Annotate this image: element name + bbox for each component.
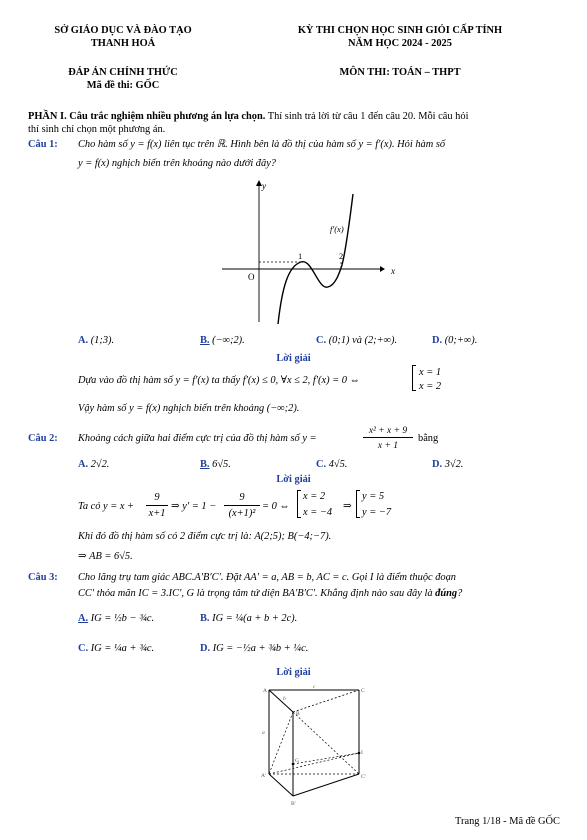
q1-solution-title: Lời giải — [276, 353, 311, 364]
q1-text-b: y = f(x) nghịch biến trên khoảng nào dưới đây? — [78, 158, 276, 169]
q2-solution-title: Lời giải — [276, 474, 311, 485]
q1-case-bracket — [412, 365, 416, 391]
part1-heading — [28, 110, 563, 124]
q3-text-b: CC′ thỏa mãn IC = 3.IC′, G là trọng tâm tứ diện BA′B′C′. Khẳng định nào sau đây là đúng? — [78, 588, 463, 599]
q1-solution-a: Dựa vào đồ thị hàm số y = f′(x) ta thấy f′(x) ≤ 0, ∀x ≤ 2, f′(x) = 0 ⇔ — [78, 375, 360, 386]
q2-option-c: C. 4√5. — [316, 459, 348, 470]
q3-option-b: B. IG = ¼(a + b + 2c). — [200, 613, 298, 624]
point-I — [358, 752, 361, 755]
q2-label: Câu 2: — [28, 433, 58, 444]
line-GI — [293, 753, 359, 764]
line-BCp — [293, 712, 359, 774]
label-I: I — [361, 750, 363, 756]
q2-bracket-1 — [297, 490, 301, 518]
header-right-line2: NĂM HỌC 2024 - 2025 — [348, 38, 452, 49]
q2-sol-part4: ⇒ — [343, 501, 352, 512]
q2-sol-b: Khi đó đồ thị hàm số có 2 điểm cực trị là: A(2;5); B(−4;−7). — [78, 531, 332, 542]
q1-option-b: B. (−∞;2). — [200, 335, 245, 346]
q3-text-a: Cho lăng trụ tam giác ABC.A′B′C′. Đặt AA′ = a, AB = b, AC = c. Gọi I là điểm thuộc đoạn — [78, 572, 457, 583]
label-vector-b: b — [283, 696, 286, 702]
q3-option-d: D. IG = −½a + ¾b + ¼c. — [200, 643, 309, 654]
q2-sol-case-4: y = −7 — [362, 507, 392, 518]
label-Ap: A′ — [261, 773, 267, 779]
q1-option-a: A. (1;3). — [78, 335, 115, 346]
q1-option-d: D. (0;+∞). — [432, 335, 478, 346]
q2-option-d: D. 3√2. — [432, 459, 464, 470]
label-Cp: C′ — [361, 774, 366, 780]
q2-sol-frac1-num: 9 — [146, 491, 168, 506]
exam-code: Mã đề thi: GỐC — [86, 80, 160, 91]
q2-sol-part1: Ta có y = x + — [78, 501, 135, 512]
q3-solution-title: Lời giải — [276, 667, 311, 678]
q2-text-a: Khoảng cách giữa hai điểm cực trị của đồ thị hàm số y = — [78, 433, 317, 444]
q2-sol-part3: = 0 ⇔ — [262, 501, 290, 512]
label-G: G — [295, 758, 299, 764]
header-right-line1: KỲ THI CHỌN HỌC SINH GIỎI CẤP TỈNH — [297, 25, 503, 36]
header-left-line2: THANH HOÁ — [90, 38, 156, 49]
q1-option-c: C. (0;1) và (2;+∞). — [316, 335, 398, 346]
part1-instruction-b: thí sinh chỉ chọn một phương án. — [28, 124, 166, 135]
graph-tick-2: 2 — [339, 251, 344, 261]
edge-BpCp — [293, 774, 359, 796]
q1-derivative-graph — [220, 178, 395, 324]
label-vector-c: c — [313, 684, 316, 690]
q2-sol-case-3: y = 5 — [362, 491, 385, 502]
q3-label: Câu 3: — [28, 572, 58, 583]
point-G — [292, 763, 295, 766]
graph-x-label: x — [391, 266, 395, 276]
q1-solution-b: Vậy hàm số y = f(x) nghịch biến trên khoảng (−∞;2). — [78, 403, 300, 414]
graph-tick-1: 1 — [298, 251, 303, 261]
label-Bp: B′ — [291, 801, 296, 807]
q2-sol-part2: ⇒ y′ = 1 − — [171, 501, 217, 512]
q3-prism-figure — [255, 684, 367, 808]
label-vector-a: a — [262, 730, 265, 736]
label-B: B — [296, 711, 300, 717]
q2-sol-c: ⇒ AB = 6√5. — [78, 551, 133, 562]
q2-sol-case-1: x = 2 — [303, 491, 326, 502]
q2-sol-frac2-den: (x+1)² — [228, 508, 256, 519]
graph-curve-label: f′(x) — [330, 224, 344, 234]
q2-bracket-2 — [356, 490, 360, 518]
q2-text-b: bằng — [418, 433, 439, 444]
q3-option-c: C. IG = ¼a + ¾c. — [78, 643, 155, 654]
edge-AB — [269, 690, 293, 712]
part1-title: PHẦN I. Câu trắc nghiệm nhiều phương án lựa chọn. — [28, 111, 266, 122]
q2-fraction-denominator: x + 1 — [377, 441, 399, 451]
q3-option-a: A. IG = ½b − ¾c. — [78, 613, 155, 624]
graph-y-label: y — [262, 181, 266, 191]
q2-fraction-numerator: x² + x + 9 — [363, 425, 413, 438]
graph-origin-label: O — [248, 272, 255, 282]
page-footer: Trang 1/18 - Mã đề GỐC — [455, 816, 560, 827]
line-ApI — [269, 753, 359, 774]
answer-title: ĐÁP ÁN CHÍNH THỨC — [68, 67, 178, 78]
q1-text-a: Cho hàm số y = f(x) liên tục trên ℝ. Hình bên là đồ thị của hàm số y = f′(x). Hỏi hàm số — [78, 139, 446, 150]
q1-label: Câu 1: — [28, 139, 58, 150]
q2-sol-frac1-den: x+1 — [148, 508, 166, 519]
header-left-line1: SỞ GIÁO DỤC VÀ ĐÀO TẠO — [54, 25, 192, 36]
q1-case-2: x = 2 — [419, 381, 442, 392]
edge-ApBp — [269, 774, 293, 796]
line-BAp — [269, 712, 293, 774]
x-axis-arrow-icon — [380, 266, 385, 272]
edge-BC — [293, 690, 359, 712]
q1-case-1: x = 1 — [419, 367, 442, 378]
part1-instruction-a: Thí sinh trả lời từ câu 1 đến câu 20. Mỗi câu hỏi — [265, 111, 469, 122]
label-A: A — [263, 688, 267, 694]
q2-sol-frac2-num: 9 — [224, 491, 260, 506]
subject-line: MÔN THI: TOÁN – THPT — [339, 67, 461, 78]
q2-sol-case-2: x = −4 — [303, 507, 333, 518]
label-C: C — [361, 688, 365, 694]
q2-option-a: A. 2√2. — [78, 459, 110, 470]
q2-option-b: B. 6√5. — [200, 459, 231, 470]
